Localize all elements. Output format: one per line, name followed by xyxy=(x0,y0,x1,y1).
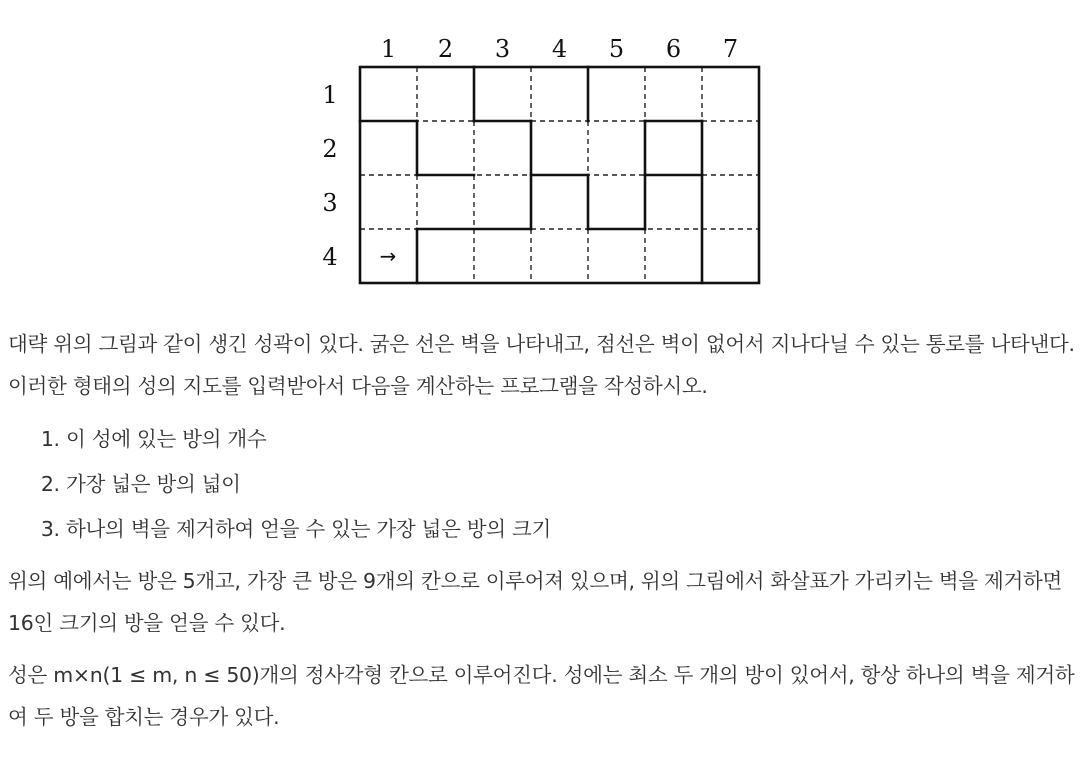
requirement-item-1: 1. 이 성에 있는 방의 개수 xyxy=(66,417,1088,462)
arrow-icon: → xyxy=(379,244,397,268)
row-label: 2 xyxy=(322,135,338,163)
description-paragraph-2: 위의 예에서는 방은 5개고, 가장 큰 방은 9개의 칸으로 이루어져 있으며, 위의 그림에서 화살표가 가리키는 벽을 제거하면 16인 크기의 방을 얻을 수 있다. xyxy=(8,569,1063,635)
row-label: 4 xyxy=(322,243,338,271)
column-label: 4 xyxy=(551,35,568,63)
castle-grid-diagram xyxy=(300,20,780,300)
problem-description xyxy=(8,323,1088,748)
requirement-item-3: 3. 하나의 벽을 제거하여 얻을 수 있는 가장 넓은 방의 크기 xyxy=(66,507,1088,552)
requirement-item-2: 2. 가장 넓은 방의 넓이 xyxy=(66,462,1088,507)
row-label: 3 xyxy=(322,189,338,217)
description-paragraph-1: 대략 위의 그림과 같이 생긴 성곽이 있다. 굵은 선은 벽을 나타내고, 점선은 벽이 없어서 지나다닐 수 있는 통로를 나타낸다. 이러한 형태의 성의 지도를 입력받아서 다음을 계산하는 프로그램을 작성하시오. xyxy=(8,332,1075,398)
column-label: 2 xyxy=(437,35,454,63)
requirements-list xyxy=(8,417,1088,552)
column-label: 5 xyxy=(608,35,625,63)
column-label: 3 xyxy=(494,35,511,63)
castle-figure xyxy=(300,20,780,300)
column-label: 6 xyxy=(665,35,682,63)
column-label: 1 xyxy=(380,35,397,63)
description-paragraph-3: 성은 m×n(1 ≤ m, n ≤ 50)개의 정사각형 칸으로 이루어진다. 성에는 최소 두 개의 방이 있어서, 항상 하나의 벽을 제거하여 두 방을 합치는 경우가 있다. xyxy=(8,663,1075,729)
row-label: 1 xyxy=(322,81,338,109)
column-label: 7 xyxy=(722,35,739,63)
